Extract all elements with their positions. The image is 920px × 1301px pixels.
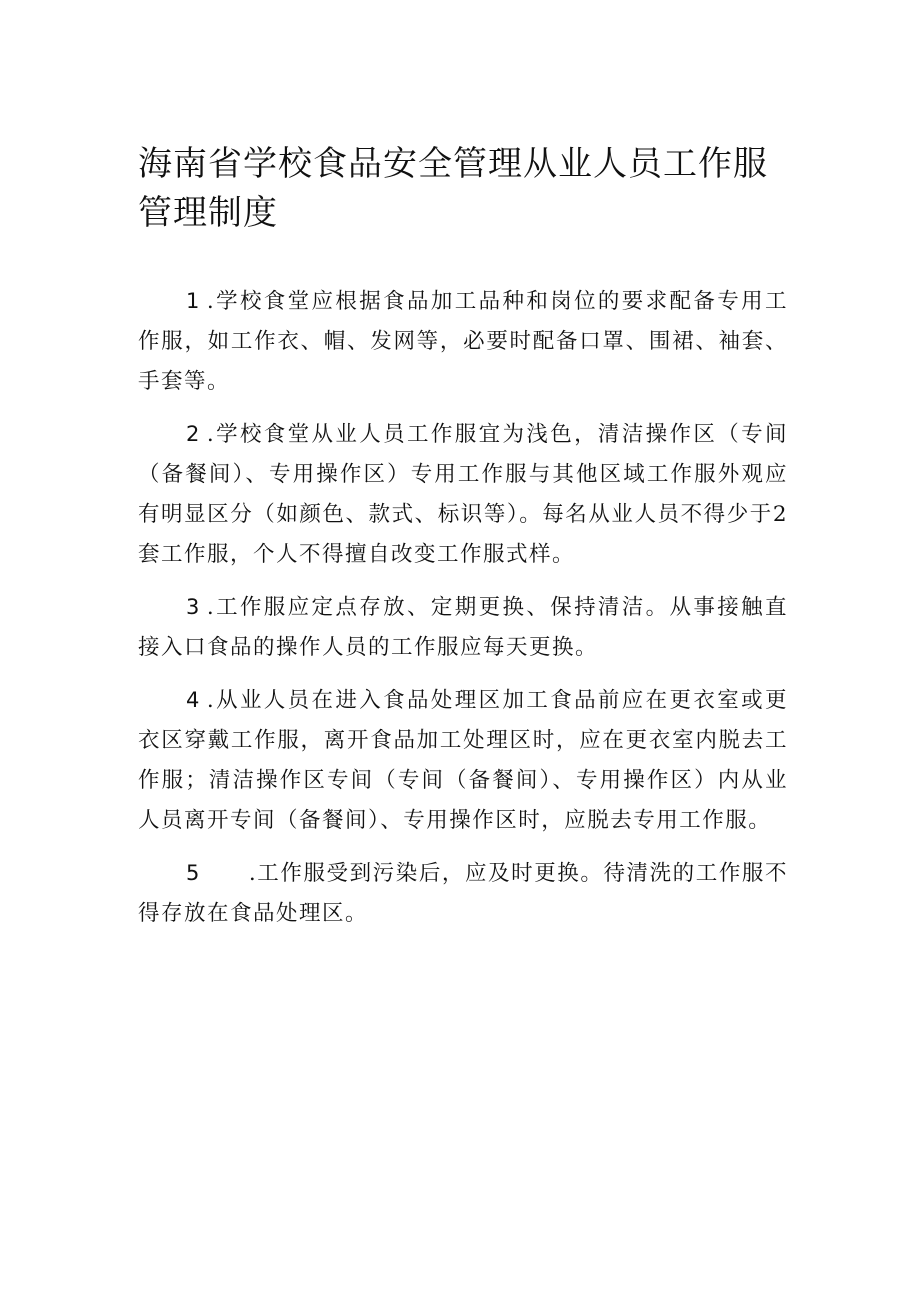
document-title: 海南省学校食品安全管理从业人员工作服管理制度 <box>138 144 768 233</box>
clause-number: 2 <box>186 422 201 446</box>
clause-text: .从业人员在进入食品处理区加工食品前应在更衣室或更衣区穿戴工作服，离开食品加工处理区时，应在更衣室内脱去工作服；清洁操作区专间（专间（备餐间）、专用操作区）内从业人员离开专间（备餐间）、专用操作区时，应脱去专用工作服。 <box>138 688 788 833</box>
clause-number: 3 <box>186 595 201 619</box>
clause-3 <box>138 587 788 680</box>
clause-number: 1 <box>186 289 201 313</box>
clause-number: 4 <box>186 688 201 712</box>
clause-5 <box>138 853 788 946</box>
clause-text: .学校食堂从业人员工作服宜为浅色，清洁操作区（专间（备餐间）、专用操作区）专用工作服与其他区域工作服外观应有明显区分（如颜色、款式、标识等）。每名从业人员不得少于2套工作服，个人不得擅自改变工作服式样。 <box>138 422 788 567</box>
clause-2 <box>138 414 788 587</box>
clause-text: .学校食堂应根据食品加工品种和岗位的要求配备专用工作服，如工作衣、帽、发网等，必要时配备口罩、围裙、袖套、手套等。 <box>138 289 788 394</box>
clause-4 <box>138 680 788 853</box>
clause-1 <box>138 281 788 414</box>
document-body <box>138 281 788 946</box>
clause-text: .工作服受到污染后，应及时更换。待清洗的工作服不得存放在食品处理区。 <box>138 861 788 926</box>
clause-text: .工作服应定点存放、定期更换、保持清洁。从事接触直接入口食品的操作人员的工作服应每天更换。 <box>138 595 788 660</box>
clause-number: 5 <box>186 861 201 885</box>
